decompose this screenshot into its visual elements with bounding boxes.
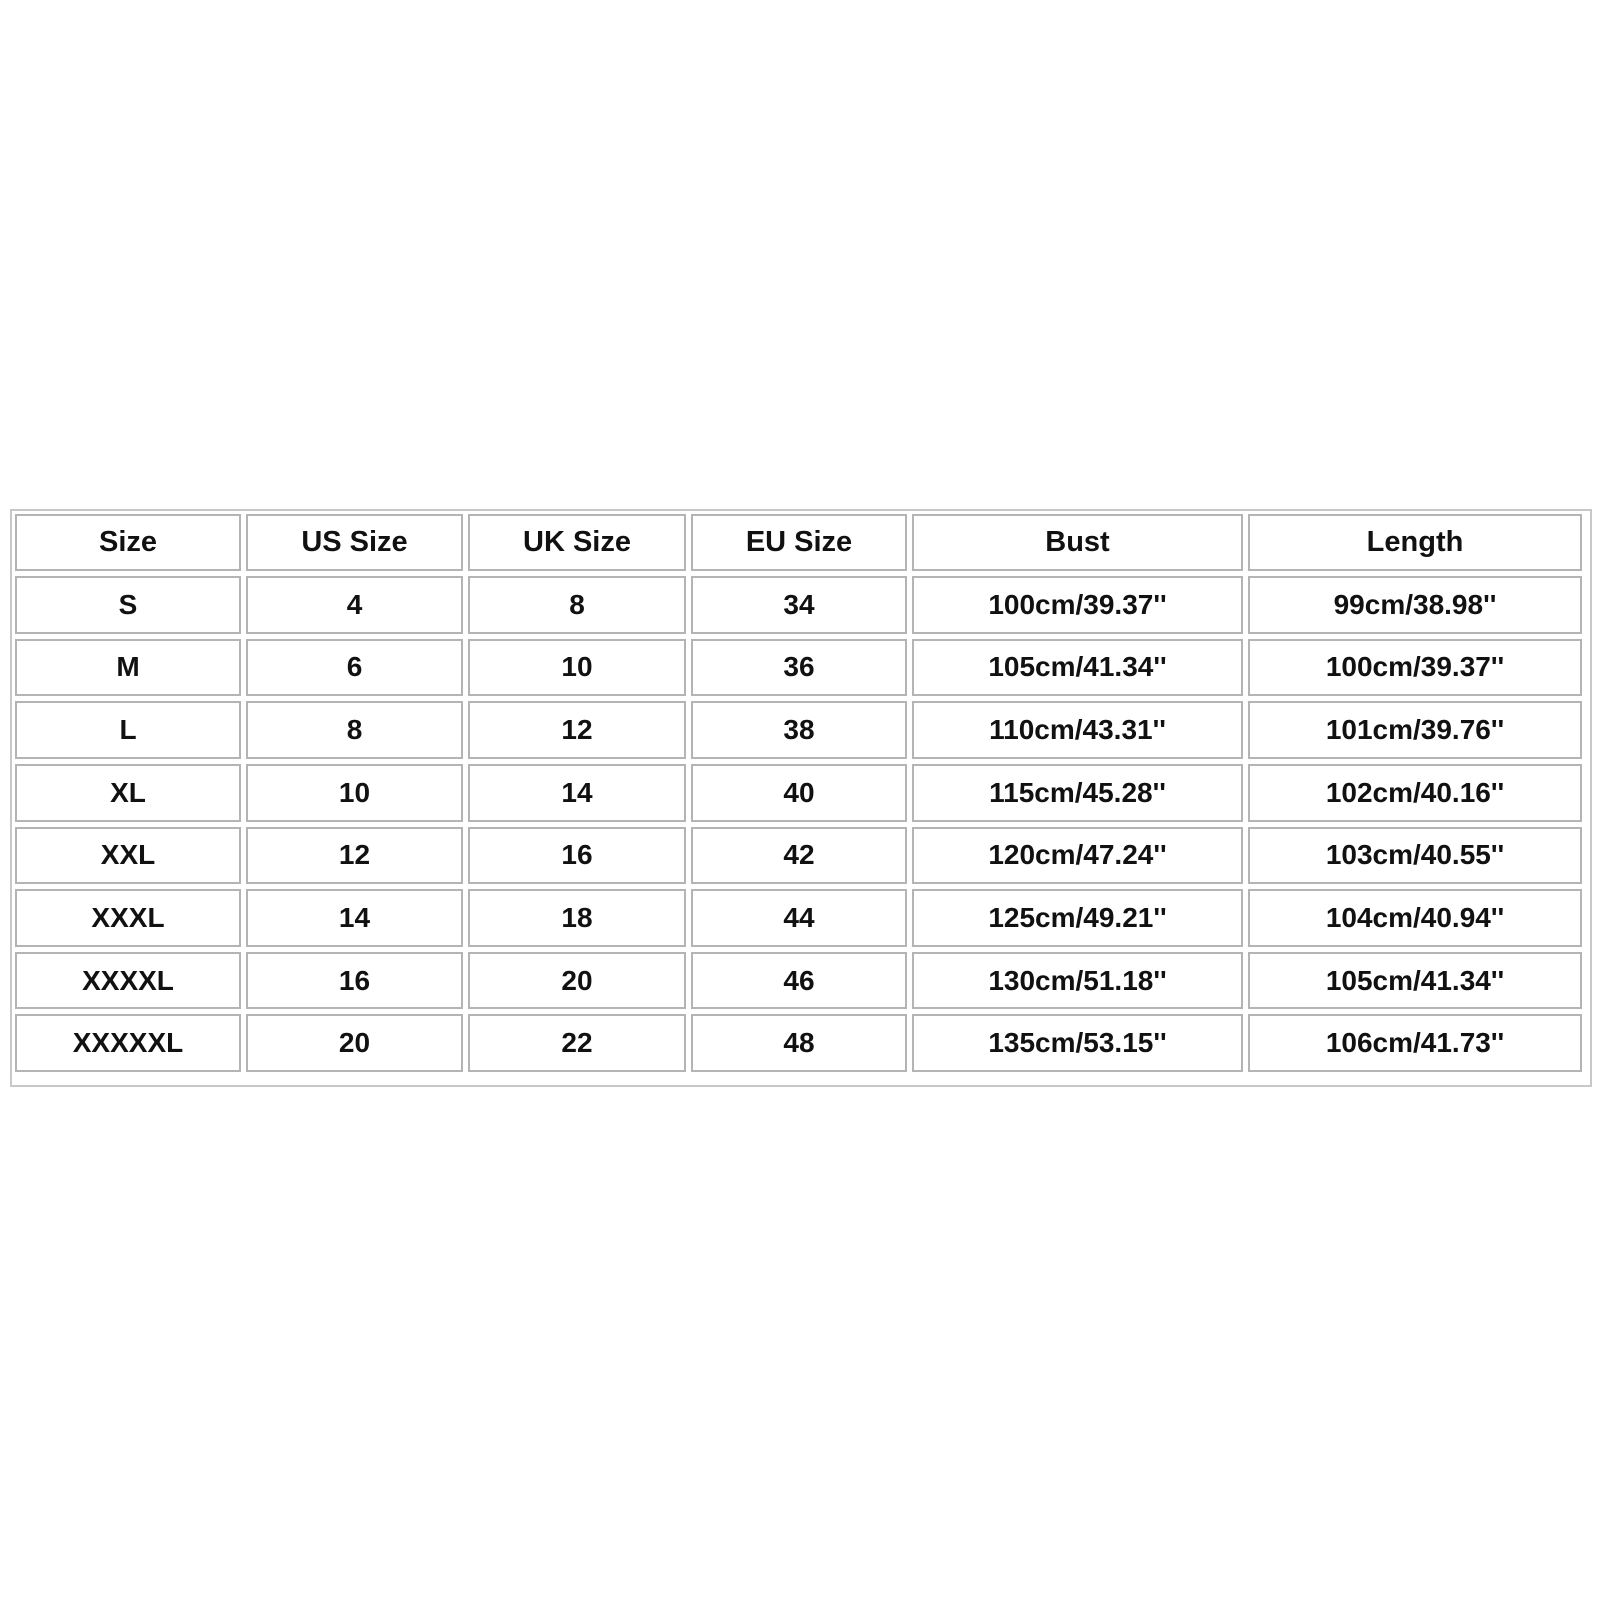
- table-row: [15, 1014, 1582, 1072]
- cell-size: M: [15, 639, 241, 697]
- cell-length: 102cm/40.16'': [1248, 764, 1582, 822]
- cell-length: 106cm/41.73'': [1248, 1014, 1582, 1072]
- cell-uk-size: 20: [468, 952, 686, 1010]
- cell-length: 100cm/39.37'': [1248, 639, 1582, 697]
- cell-eu-size: 48: [691, 1014, 907, 1072]
- cell-size: XL: [15, 764, 241, 822]
- cell-size: S: [15, 576, 241, 634]
- cell-length: 99cm/38.98'': [1248, 576, 1582, 634]
- cell-uk-size: 22: [468, 1014, 686, 1072]
- header-length: Length: [1248, 514, 1582, 571]
- table-row: [15, 827, 1582, 885]
- cell-length: 103cm/40.55'': [1248, 827, 1582, 885]
- cell-size: XXXXXL: [15, 1014, 241, 1072]
- cell-eu-size: 44: [691, 889, 907, 947]
- cell-length: 105cm/41.34'': [1248, 952, 1582, 1010]
- cell-us-size: 8: [246, 701, 463, 759]
- table-row: [15, 889, 1582, 947]
- cell-bust: 115cm/45.28'': [912, 764, 1243, 822]
- cell-bust: 120cm/47.24'': [912, 827, 1243, 885]
- cell-bust: 110cm/43.31'': [912, 701, 1243, 759]
- cell-bust: 125cm/49.21'': [912, 889, 1243, 947]
- cell-eu-size: 38: [691, 701, 907, 759]
- cell-eu-size: 40: [691, 764, 907, 822]
- cell-uk-size: 8: [468, 576, 686, 634]
- cell-us-size: 10: [246, 764, 463, 822]
- cell-us-size: 4: [246, 576, 463, 634]
- cell-us-size: 16: [246, 952, 463, 1010]
- header-us-size: US Size: [246, 514, 463, 571]
- table-row: [15, 576, 1582, 634]
- cell-uk-size: 14: [468, 764, 686, 822]
- cell-size: L: [15, 701, 241, 759]
- cell-us-size: 6: [246, 639, 463, 697]
- cell-uk-size: 16: [468, 827, 686, 885]
- header-eu-size: EU Size: [691, 514, 907, 571]
- cell-size: XXL: [15, 827, 241, 885]
- table-row: [15, 952, 1582, 1010]
- cell-bust: 105cm/41.34'': [912, 639, 1243, 697]
- cell-eu-size: 46: [691, 952, 907, 1010]
- cell-uk-size: 10: [468, 639, 686, 697]
- cell-us-size: 14: [246, 889, 463, 947]
- cell-bust: 130cm/51.18'': [912, 952, 1243, 1010]
- cell-us-size: 12: [246, 827, 463, 885]
- cell-uk-size: 12: [468, 701, 686, 759]
- cell-length: 104cm/40.94'': [1248, 889, 1582, 947]
- size-chart-grid: [10, 509, 1587, 1077]
- cell-size: XXXXL: [15, 952, 241, 1010]
- cell-bust: 100cm/39.37'': [912, 576, 1243, 634]
- header-row: [15, 514, 1582, 571]
- cell-eu-size: 36: [691, 639, 907, 697]
- cell-us-size: 20: [246, 1014, 463, 1072]
- table-row: [15, 639, 1582, 697]
- cell-length: 101cm/39.76'': [1248, 701, 1582, 759]
- header-bust: Bust: [912, 514, 1243, 571]
- table-row: [15, 701, 1582, 759]
- cell-uk-size: 18: [468, 889, 686, 947]
- cell-size: XXXL: [15, 889, 241, 947]
- cell-eu-size: 34: [691, 576, 907, 634]
- cell-bust: 135cm/53.15'': [912, 1014, 1243, 1072]
- cell-eu-size: 42: [691, 827, 907, 885]
- header-uk-size: UK Size: [468, 514, 686, 571]
- table-row: [15, 764, 1582, 822]
- size-chart-table: [10, 509, 1592, 1087]
- header-size: Size: [15, 514, 241, 571]
